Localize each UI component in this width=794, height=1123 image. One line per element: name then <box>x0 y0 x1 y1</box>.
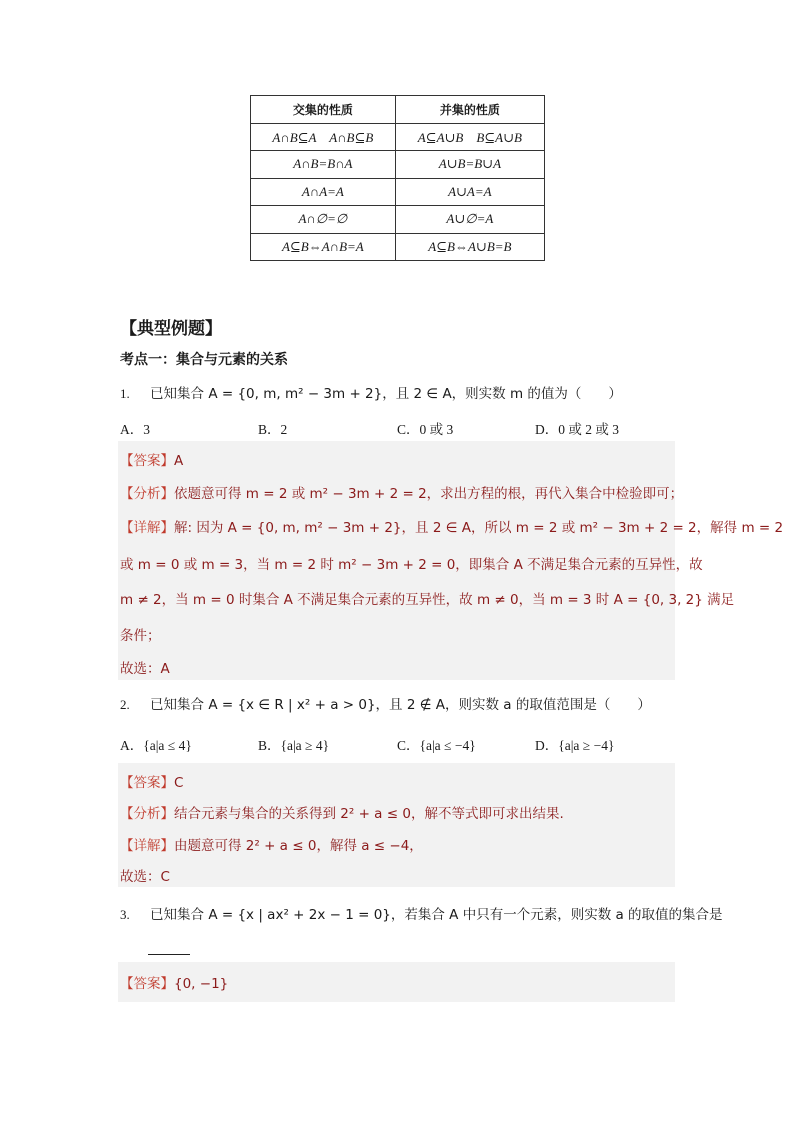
set-properties-table <box>250 95 545 261</box>
table-cell: A∩∅=∅ <box>251 206 396 234</box>
analysis-text: 结合元素与集合的关系得到 2² + a ≤ 0，解不等式即可求出结果. <box>174 806 564 822</box>
table-cell: A∩B⊆A A∩B⊆B <box>251 123 396 151</box>
table-row <box>251 151 545 179</box>
option-b: B．2 <box>258 422 288 437</box>
table-cell: A∪B=B∪A <box>395 151 544 179</box>
table-row <box>251 233 545 261</box>
question-number: 2. <box>120 697 130 712</box>
header-union: 并集的性质 <box>395 96 544 124</box>
table-cell: A∩B=B∩A <box>251 151 396 179</box>
question-text: 已知集合 A = {x | ax² + 2x − 1 = 0}，若集合 A 中只有一个元素，则实数 a 的取值的集合是 <box>150 907 723 923</box>
detail-text: 解: 因为 A = {0, m, m² − 3m + 2}，且 2 ∈ A，所以 m = 2 或 m² − 3m + 2 = 2，解得 m = 2 <box>174 520 784 536</box>
table-row <box>251 178 545 206</box>
table-row <box>251 206 545 234</box>
q3-answer <box>120 972 228 992</box>
option-a: A．3 <box>120 422 150 437</box>
question-3 <box>120 903 723 923</box>
option-d: D．{a|a ≥ −4} <box>535 738 615 753</box>
option-a: A．{a|a ≤ 4} <box>120 738 192 753</box>
option-c: C．0 或 3 <box>397 422 454 437</box>
table-cell: A∪A=A <box>395 178 544 206</box>
question-2 <box>120 693 651 713</box>
answer-tag: 【答案】 <box>120 775 174 791</box>
answer-value: C <box>174 775 184 791</box>
q1-answer <box>120 449 183 469</box>
table-cell: A∩A=A <box>251 178 396 206</box>
detail-tag: 【详解】 <box>120 520 174 536</box>
q2-solution-box <box>118 763 675 887</box>
table-cell: A⊆B⇔A∪B=B <box>395 233 544 261</box>
table-cell: A∪∅=A <box>395 206 544 234</box>
table-cell: A⊆A∪B B⊆A∪B <box>395 123 544 151</box>
option-d: D．0 或 2 或 3 <box>535 422 619 437</box>
answer-tag: 【答案】 <box>120 453 174 469</box>
detail-text: 由题意可得 2² + a ≤ 0，解得 a ≤ −4， <box>174 838 423 854</box>
answer-value: A <box>174 453 184 469</box>
table-row <box>251 123 545 151</box>
q1-detail-line-2: 或 m = 0 或 m = 3，当 m = 2 时 m² − 3m + 2 = 0，即集合 A 不满足集合元素的互异性，故 <box>120 557 703 573</box>
question-1 <box>120 382 622 402</box>
detail-tag: 【详解】 <box>120 838 174 854</box>
option-c: C．{a|a ≤ −4} <box>397 738 476 753</box>
question-number: 1. <box>120 386 130 401</box>
section-title: 【典型例题】 <box>120 319 222 339</box>
table-cell: A⊆B⇔A∩B=A <box>251 233 396 261</box>
q2-analysis <box>120 802 564 822</box>
question-number: 3. <box>120 907 130 922</box>
q1-analysis <box>120 482 683 502</box>
question-text: 已知集合 A = {0, m, m² − 3m + 2}，且 2 ∈ A，则实数 m 的值为（ ） <box>150 386 622 402</box>
analysis-tag: 【分析】 <box>120 806 174 822</box>
q2-answer <box>120 771 183 791</box>
point-title: 考点一：集合与元素的关系 <box>120 352 288 368</box>
option-b: B．{a|a ≥ 4} <box>258 738 330 753</box>
header-intersection: 交集的性质 <box>251 96 396 124</box>
analysis-tag: 【分析】 <box>120 486 174 502</box>
q2-detail <box>120 834 423 854</box>
analysis-text: 依题意可得 m = 2 或 m² − 3m + 2 = 2，求出方程的根，再代入集合中检验即可； <box>174 486 684 502</box>
answer-blank <box>148 940 190 959</box>
q2-choose: 故选：C <box>120 869 170 885</box>
answer-value: {0, −1} <box>174 976 229 992</box>
table-header-row <box>251 96 545 124</box>
question-text: 已知集合 A = {x ∈ R | x² + a > 0}，且 2 ∉ A，则实数 a 的取值范围是（ ） <box>150 697 651 713</box>
q1-detail-line-4: 条件； <box>120 628 161 644</box>
answer-tag: 【答案】 <box>120 976 174 992</box>
q1-detail-line-3: m ≠ 2，当 m = 0 时集合 A 不满足集合元素的互异性，故 m ≠ 0，当 m = 3 时 A = {0, 3, 2} 满足 <box>120 592 735 608</box>
q1-choose: 故选：A <box>120 661 170 677</box>
q1-detail-line-1 <box>120 516 783 536</box>
